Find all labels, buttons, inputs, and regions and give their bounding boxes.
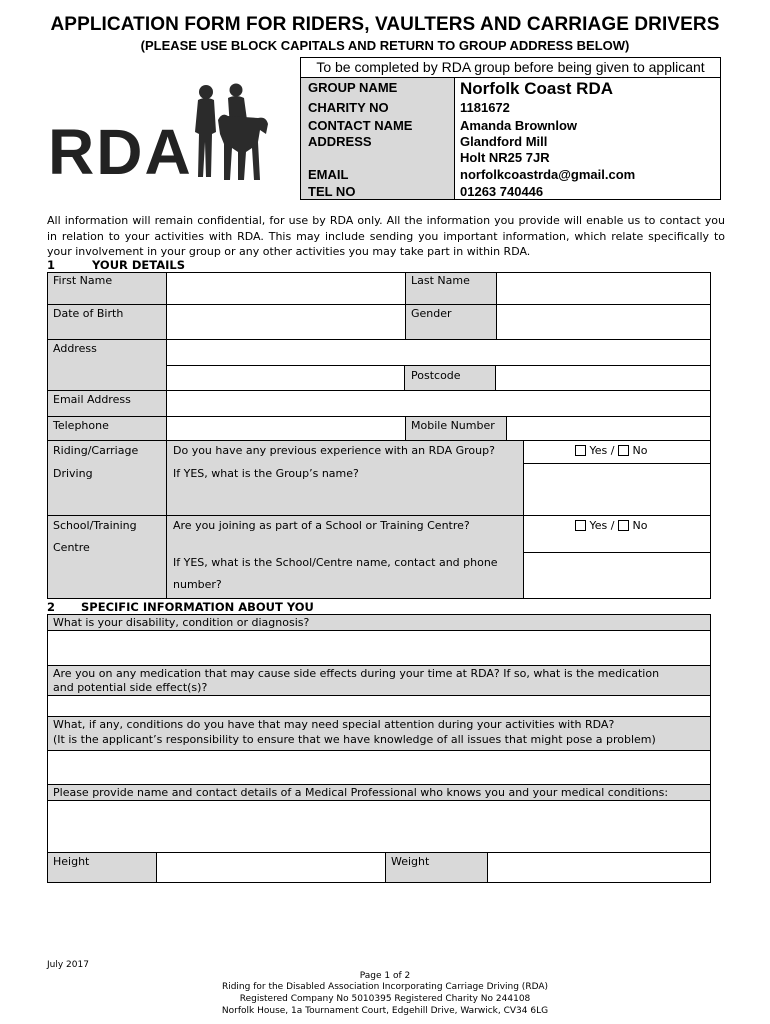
weight-label: Weight: [391, 855, 430, 868]
rda-logo-text: RDA: [48, 116, 193, 188]
contact-name-label: CONTACT NAME: [308, 118, 413, 133]
school-no-label: No: [632, 519, 648, 532]
disability-question: What is your disability, condition or diagnosis?: [53, 616, 310, 629]
medication-input[interactable]: [47, 695, 711, 717]
telephone-label: Telephone: [53, 419, 109, 432]
address-label: ADDRESS: [308, 134, 372, 149]
conditions-input[interactable]: [47, 750, 711, 785]
charity-no-label: CHARITY NO: [308, 100, 389, 115]
medical-professional-input[interactable]: [47, 800, 711, 853]
mobile-input[interactable]: [506, 416, 711, 441]
gender-label: Gender: [411, 307, 452, 320]
riding-no-checkbox[interactable]: [618, 445, 629, 456]
riding-label-2: Driving: [53, 467, 93, 480]
form-subtitle: (PLEASE USE BLOCK CAPITALS AND RETURN TO GROUP ADDRESS BELOW): [140, 38, 630, 53]
intro-paragraph: All information will remain confidential, for use by RDA only. All the information you provide will enable us to contact you in relation to your activities with RDA. This may include sending you important information, which relate specifically to your involvement in your group or any other activities you may take part in within RDA.: [47, 214, 725, 258]
mobile-label: Mobile Number: [411, 419, 495, 432]
riding-no-label: No: [632, 444, 648, 457]
riding-group-name-input[interactable]: [523, 463, 711, 516]
conditions-question-2: (It is the applicant’s responsibility to ensure that we have knowledge of all issues that might pose a problem): [53, 733, 656, 746]
footer-date: July 2017: [47, 960, 89, 970]
school-details-input[interactable]: [523, 552, 711, 599]
group-box-column-divider: [454, 77, 455, 200]
school-yes-label: Yes /: [589, 519, 615, 532]
address-line-1: Glandford Mill: [460, 134, 548, 149]
gender-input[interactable]: [496, 304, 711, 340]
address-field-label: Address: [53, 342, 97, 355]
email-field-label: Email Address: [53, 393, 131, 406]
group-box-heading: To be completed by RDA group before being given to applicant: [316, 59, 705, 75]
school-yes-checkbox[interactable]: [575, 520, 586, 531]
section-1-title: YOUR DETAILS: [92, 258, 186, 272]
conditions-question-1: What, if any, conditions do you have that may need special attention during your activities with RDA?: [53, 718, 615, 731]
school-block-divider: [166, 515, 167, 599]
charity-no-value: 1181672: [460, 100, 510, 115]
address-line-2: Holt NR25 7JR: [460, 150, 550, 165]
footer-page-number: Page 1 of 2: [359, 971, 411, 981]
address-input[interactable]: [166, 339, 711, 366]
group-name-label: GROUP NAME: [308, 80, 398, 95]
address-input-line-2[interactable]: [166, 365, 405, 391]
school-question-1: Are you joining as part of a School or Training Centre?: [173, 519, 470, 532]
school-yes-no: [575, 519, 647, 533]
height-input[interactable]: [156, 852, 386, 883]
dob-input[interactable]: [166, 304, 406, 340]
school-question-2b: number?: [173, 578, 222, 591]
group-box-divider: [300, 77, 721, 78]
height-label: Height: [53, 855, 90, 868]
footer-line-2: Registered Company No 5010395 Registered Charity No 244108: [239, 994, 531, 1004]
last-name-label: Last Name: [411, 274, 470, 287]
footer-line-1: Riding for the Disabled Association Incorporating Carriage Driving (RDA): [221, 982, 549, 992]
last-name-input[interactable]: [496, 272, 711, 305]
section-2-number: 2: [47, 600, 56, 614]
group-name-value: Norfolk Coast RDA: [460, 79, 614, 98]
dob-label: Date of Birth: [53, 307, 124, 320]
school-no-checkbox[interactable]: [618, 520, 629, 531]
rider-horse-logo-icon: [192, 82, 272, 187]
contact-name-value: Amanda Brownlow: [460, 118, 578, 133]
riding-label-1: Riding/Carriage: [53, 444, 139, 457]
riding-block-divider: [166, 440, 167, 516]
medication-question-2: and potential side effect(s)?: [53, 681, 208, 694]
riding-yes-no: [575, 444, 647, 458]
disability-input[interactable]: [47, 630, 711, 666]
tel-no-label: TEL NO: [308, 184, 356, 199]
weight-input[interactable]: [487, 852, 711, 883]
riding-question-2: If YES, what is the Group’s name?: [173, 467, 359, 480]
tel-no-value: 01263 740446: [460, 184, 544, 199]
email-value: norfolkcoastrda@gmail.com: [460, 167, 636, 182]
riding-question-1: Do you have any previous experience with an RDA Group?: [173, 444, 495, 457]
footer-line-3: Norfolk House, 1a Tournament Court, Edgehill Drive, Warwick, CV34 6LG: [221, 1006, 549, 1016]
form-title: APPLICATION FORM FOR RIDERS, VAULTERS AND CARRIAGE DRIVERS: [50, 14, 720, 35]
school-label-2: Centre: [53, 541, 90, 554]
first-name-input[interactable]: [166, 272, 406, 305]
section-1-number: 1: [47, 258, 56, 272]
medical-professional-question: Please provide name and contact details of a Medical Professional who knows you and your medical conditions:: [53, 786, 669, 799]
school-label-1: School/Training: [53, 519, 137, 532]
first-name-label: First Name: [53, 274, 113, 287]
postcode-label: Postcode: [411, 369, 461, 382]
telephone-input[interactable]: [166, 416, 406, 441]
section-2-title: SPECIFIC INFORMATION ABOUT YOU: [81, 600, 314, 614]
school-question-2a: If YES, what is the School/Centre name, contact and phone: [173, 556, 498, 569]
riding-yes-label: Yes /: [589, 444, 615, 457]
riding-yes-checkbox[interactable]: [575, 445, 586, 456]
email-label: EMAIL: [308, 167, 349, 182]
email-input[interactable]: [166, 390, 711, 417]
postcode-input[interactable]: [495, 365, 711, 391]
medication-question-1: Are you on any medication that may cause side effects during your time at RDA? If so, what is the medication: [53, 667, 660, 680]
